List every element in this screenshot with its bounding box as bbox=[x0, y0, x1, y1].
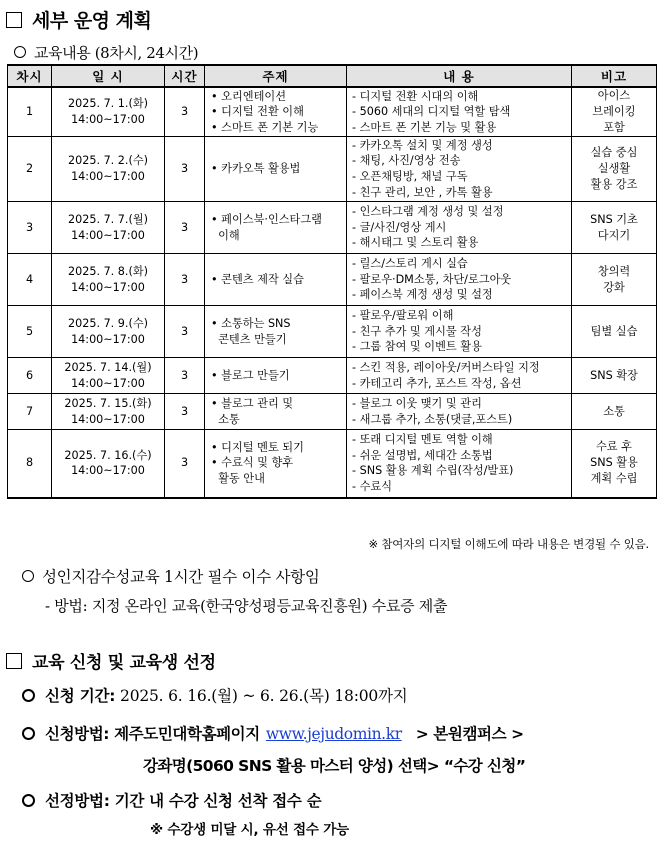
date-cell bbox=[52, 430, 165, 498]
session-number-cell bbox=[8, 87, 52, 137]
session-time: 14:00~17:00 bbox=[71, 113, 145, 126]
content-line: - 친구 관리, 보안 , 카톡 활용 bbox=[352, 185, 493, 199]
apply-line2: 강좌명(5060 SNS 활용 마스터 양성) 선택> “수강 신청” bbox=[143, 757, 526, 775]
section-heading-application bbox=[6, 648, 216, 673]
session-number: 1 bbox=[25, 105, 34, 119]
method-line: - 방법: 지정 온라인 교육(한국양성평등교육진흥원) 수료증 제출 bbox=[45, 597, 448, 615]
session-date: 2025. 7. 1.(화) bbox=[67, 97, 149, 111]
note-cell bbox=[572, 358, 657, 394]
session-number-cell bbox=[8, 358, 52, 394]
header-cell: 시간 bbox=[165, 65, 205, 87]
curriculum-subtitle bbox=[14, 42, 198, 63]
content-line: - 친구 추가 및 게시물 작성 bbox=[352, 324, 482, 338]
application-period bbox=[22, 684, 408, 706]
topic-cell bbox=[205, 137, 347, 202]
content-line: - 디지털 전환 시대의 이해 bbox=[352, 89, 479, 103]
note-cell bbox=[572, 202, 657, 254]
topic-cell bbox=[205, 306, 347, 358]
topic-cell bbox=[205, 358, 347, 394]
topic-line: • 디지털 멘토 되기 bbox=[211, 440, 304, 454]
session-time: 14:00~17:00 bbox=[71, 228, 145, 242]
apply-label: 신청방법: bbox=[45, 725, 110, 743]
session-hours: 3 bbox=[180, 404, 189, 418]
topic-line: • 블로그 관리 및 bbox=[211, 396, 294, 410]
session-hours: 3 bbox=[180, 272, 189, 286]
content-line: - 새그룹 추가, 소통(댓글,포스트) bbox=[352, 412, 513, 426]
session-date: 2025. 7. 7.(월) bbox=[67, 212, 149, 226]
table-row bbox=[8, 202, 657, 254]
note-line: 실생활 bbox=[597, 162, 631, 175]
content-line: - 릴스/스토리 게시 실습 bbox=[352, 257, 468, 271]
topic-line: • 페이스북·인스타그램 bbox=[211, 212, 322, 226]
content-line: - 그룹 참여 및 이벤트 활용 bbox=[352, 340, 482, 354]
session-hours: 3 bbox=[180, 324, 189, 338]
checkbox-square-icon bbox=[6, 12, 22, 28]
session-hours: 3 bbox=[180, 368, 189, 382]
note-line: SNS 확장 bbox=[590, 368, 638, 382]
circle-bullet-icon bbox=[22, 689, 35, 702]
content-line: - 또래 디지털 멘토 역할 이해 bbox=[352, 433, 493, 447]
note-line: 실습 중심 bbox=[590, 146, 638, 159]
topic-cell bbox=[205, 254, 347, 306]
session-number: 2 bbox=[25, 162, 34, 176]
note-line: 창의력 bbox=[597, 264, 631, 278]
note-line: 계획 수립 bbox=[590, 472, 638, 486]
note-line: 브레이킹 bbox=[592, 105, 636, 118]
circle-bullet-icon bbox=[22, 794, 35, 807]
table-row bbox=[8, 430, 657, 498]
note-line: 강화 bbox=[603, 280, 625, 294]
session-time: 14:00~17:00 bbox=[71, 464, 145, 478]
content-cell bbox=[347, 394, 572, 430]
apply-prefix: 제주도민대학홈페이지 bbox=[114, 725, 260, 743]
session-time: 14:00~17:00 bbox=[71, 412, 145, 426]
session-hours: 3 bbox=[180, 456, 189, 470]
hours-cell bbox=[165, 202, 205, 254]
mandatory-notice bbox=[22, 565, 320, 587]
note-cell bbox=[572, 137, 657, 202]
homepage-link[interactable]: www.jejudomin.kr bbox=[265, 725, 402, 743]
session-date: 2025. 7. 9.(수) bbox=[67, 316, 149, 330]
header-cell: 차시 bbox=[8, 65, 52, 87]
content-line: - 팔로우·DM소통, 차단/로그아웃 bbox=[352, 272, 512, 286]
session-date: 2025. 7. 2.(수) bbox=[67, 154, 149, 168]
content-line: - 블로그 이웃 맺기 및 관리 bbox=[352, 396, 482, 410]
content-line: - 카테고리 추가, 포스트 작성, 옵션 bbox=[352, 376, 522, 390]
session-number: 3 bbox=[25, 220, 34, 234]
content-line: - 해시태그 및 스토리 활용 bbox=[352, 236, 479, 250]
heading-text: 교육 신청 및 교육생 선정 bbox=[32, 653, 216, 673]
period-value: 2025. 6. 16.(월) ~ 6. 26.(목) 18:00까지 bbox=[120, 687, 408, 705]
table-row bbox=[8, 254, 657, 306]
content-cell bbox=[347, 202, 572, 254]
content-line: - SNS 활용 계획 수립(작성/발표) bbox=[352, 464, 514, 478]
period-label: 신청 기간: bbox=[45, 687, 116, 705]
note-cell bbox=[572, 306, 657, 358]
session-date: 2025. 7. 15.(화) bbox=[64, 396, 152, 410]
note-line: 수료 후 bbox=[596, 440, 632, 454]
topic-cell bbox=[205, 394, 347, 430]
selection-note: ※ 수강생 미달 시, 유선 접수 가능 bbox=[150, 822, 349, 838]
session-number: 4 bbox=[25, 272, 34, 286]
topic-line: • 디지털 전환 이해 bbox=[211, 105, 304, 119]
content-line: - 인스타그램 계정 생성 및 설정 bbox=[352, 205, 504, 219]
note-cell bbox=[572, 430, 657, 498]
session-time: 14:00~17:00 bbox=[71, 332, 145, 346]
table-row bbox=[8, 87, 657, 137]
note-line: 다지기 bbox=[597, 228, 631, 242]
select-label: 선정방법: bbox=[45, 792, 110, 810]
topic-line: 이해 bbox=[211, 228, 240, 242]
header-cell: 내 용 bbox=[347, 65, 572, 87]
content-line: - 스킨 적용, 레이아웃/커버스타일 지정 bbox=[352, 360, 540, 374]
session-time: 14:00~17:00 bbox=[71, 376, 145, 390]
session-hours: 3 bbox=[180, 105, 189, 119]
table-row bbox=[8, 137, 657, 202]
note-line: 활용 강조 bbox=[590, 178, 638, 191]
content-cell bbox=[347, 254, 572, 306]
hours-cell bbox=[165, 394, 205, 430]
content-line: - 수료식 bbox=[352, 479, 393, 493]
note-line: 팀별 실습 bbox=[590, 324, 638, 338]
content-line: - 카카오톡 설치 및 계정 생성 bbox=[352, 138, 493, 152]
session-date: 2025. 7. 14.(월) bbox=[64, 360, 152, 374]
schedule-table bbox=[7, 64, 657, 499]
topic-line: • 블로그 만들기 bbox=[211, 368, 290, 382]
section-heading-plan bbox=[6, 6, 151, 33]
header-cell: 주제 bbox=[205, 65, 347, 87]
session-time: 14:00~17:00 bbox=[71, 280, 145, 294]
content-line: - 5060 세대의 디지털 역할 탐색 bbox=[352, 105, 511, 119]
content-line: - 스마트 폰 기본 기능 및 활용 bbox=[352, 120, 497, 134]
session-date: 2025. 7. 16.(수) bbox=[64, 448, 152, 462]
session-hours: 3 bbox=[180, 162, 189, 176]
content-line: - 팔로우/팔로워 이해 bbox=[352, 309, 454, 323]
table-header-row bbox=[8, 65, 657, 87]
session-number: 6 bbox=[25, 368, 34, 382]
session-number: 8 bbox=[25, 456, 34, 470]
content-cell bbox=[347, 358, 572, 394]
content-line: - 페이스북 계정 생성 및 설정 bbox=[352, 288, 493, 302]
hours-cell bbox=[165, 430, 205, 498]
content-cell bbox=[347, 137, 572, 202]
note-line: 소통 bbox=[603, 404, 625, 418]
apply-suffix: > 본원캠퍼스 > bbox=[415, 725, 524, 743]
date-cell bbox=[52, 394, 165, 430]
topic-line: • 오리엔테이션 bbox=[211, 89, 286, 103]
note-line: SNS 기초 bbox=[590, 212, 638, 226]
circle-bullet-icon bbox=[14, 46, 26, 58]
hours-cell bbox=[165, 137, 205, 202]
content-line: - 글/사진/영상 게시 bbox=[352, 220, 447, 234]
hours-cell bbox=[165, 254, 205, 306]
note-cell bbox=[572, 254, 657, 306]
hours-cell bbox=[165, 306, 205, 358]
session-time: 14:00~17:00 bbox=[71, 170, 145, 183]
note-line: 포함 bbox=[603, 121, 625, 134]
content-cell bbox=[347, 430, 572, 498]
topic-line: • 스마트 폰 기본 기능 bbox=[211, 120, 319, 134]
topic-line: • 수료식 및 향후 bbox=[211, 456, 294, 470]
date-cell bbox=[52, 137, 165, 202]
date-cell bbox=[52, 254, 165, 306]
application-method bbox=[22, 722, 524, 744]
date-cell bbox=[52, 358, 165, 394]
topic-line: • 카카오톡 활용법 bbox=[211, 162, 301, 176]
session-number-cell bbox=[8, 137, 52, 202]
circle-bullet-icon bbox=[22, 570, 34, 582]
header-cell: 비고 bbox=[572, 65, 657, 87]
content-line: - 채팅, 사진/영상 전송 bbox=[352, 154, 461, 168]
table-row bbox=[8, 358, 657, 394]
topic-cell bbox=[205, 202, 347, 254]
table-row bbox=[8, 306, 657, 358]
note-cell bbox=[572, 87, 657, 137]
heading-text: 세부 운영 계획 bbox=[32, 10, 152, 32]
session-number-cell bbox=[8, 394, 52, 430]
topic-line: 활동 안내 bbox=[211, 472, 265, 486]
content-line: - 쉬운 설명법, 세대간 소통법 bbox=[352, 448, 493, 462]
note-cell bbox=[572, 394, 657, 430]
session-number-cell bbox=[8, 202, 52, 254]
session-number-cell bbox=[8, 254, 52, 306]
topic-line: 소통 bbox=[211, 412, 240, 426]
topic-line: • 콘텐츠 제작 실습 bbox=[211, 272, 304, 286]
date-cell bbox=[52, 306, 165, 358]
checkbox-square-icon bbox=[6, 653, 22, 669]
session-hours: 3 bbox=[180, 220, 189, 234]
session-number-cell bbox=[8, 430, 52, 498]
date-cell bbox=[52, 202, 165, 254]
session-number: 5 bbox=[25, 324, 34, 338]
circle-bullet-icon bbox=[22, 727, 35, 740]
note-line: SNS 활용 bbox=[590, 456, 638, 470]
topic-cell bbox=[205, 87, 347, 137]
content-cell bbox=[347, 306, 572, 358]
topic-cell bbox=[205, 430, 347, 498]
hours-cell bbox=[165, 87, 205, 137]
date-cell bbox=[52, 87, 165, 137]
select-value: 기간 내 수강 신청 선착 접수 순 bbox=[114, 792, 322, 810]
session-date: 2025. 7. 8.(화) bbox=[67, 264, 149, 278]
selection-method bbox=[22, 789, 321, 811]
session-number-cell bbox=[8, 306, 52, 358]
content-cell bbox=[347, 87, 572, 137]
subtitle-text: 교육내용 (8차시, 24시간) bbox=[34, 44, 199, 62]
topic-line: 콘텐츠 만들기 bbox=[211, 332, 287, 346]
mandatory-text: 성인지감수성교육 1시간 필수 이수 사항임 bbox=[42, 568, 320, 586]
note-line: 아이스 bbox=[597, 89, 631, 102]
table-footnote: ※ 참여자의 디지털 이해도에 따라 내용은 변경될 수 있음. bbox=[368, 537, 649, 551]
session-number: 7 bbox=[25, 404, 34, 418]
header-cell: 일 시 bbox=[52, 65, 165, 87]
topic-line: • 소통하는 SNS bbox=[211, 316, 291, 330]
content-line: - 오픈채팅방, 채널 구독 bbox=[352, 170, 468, 183]
table-row bbox=[8, 394, 657, 430]
hours-cell bbox=[165, 358, 205, 394]
